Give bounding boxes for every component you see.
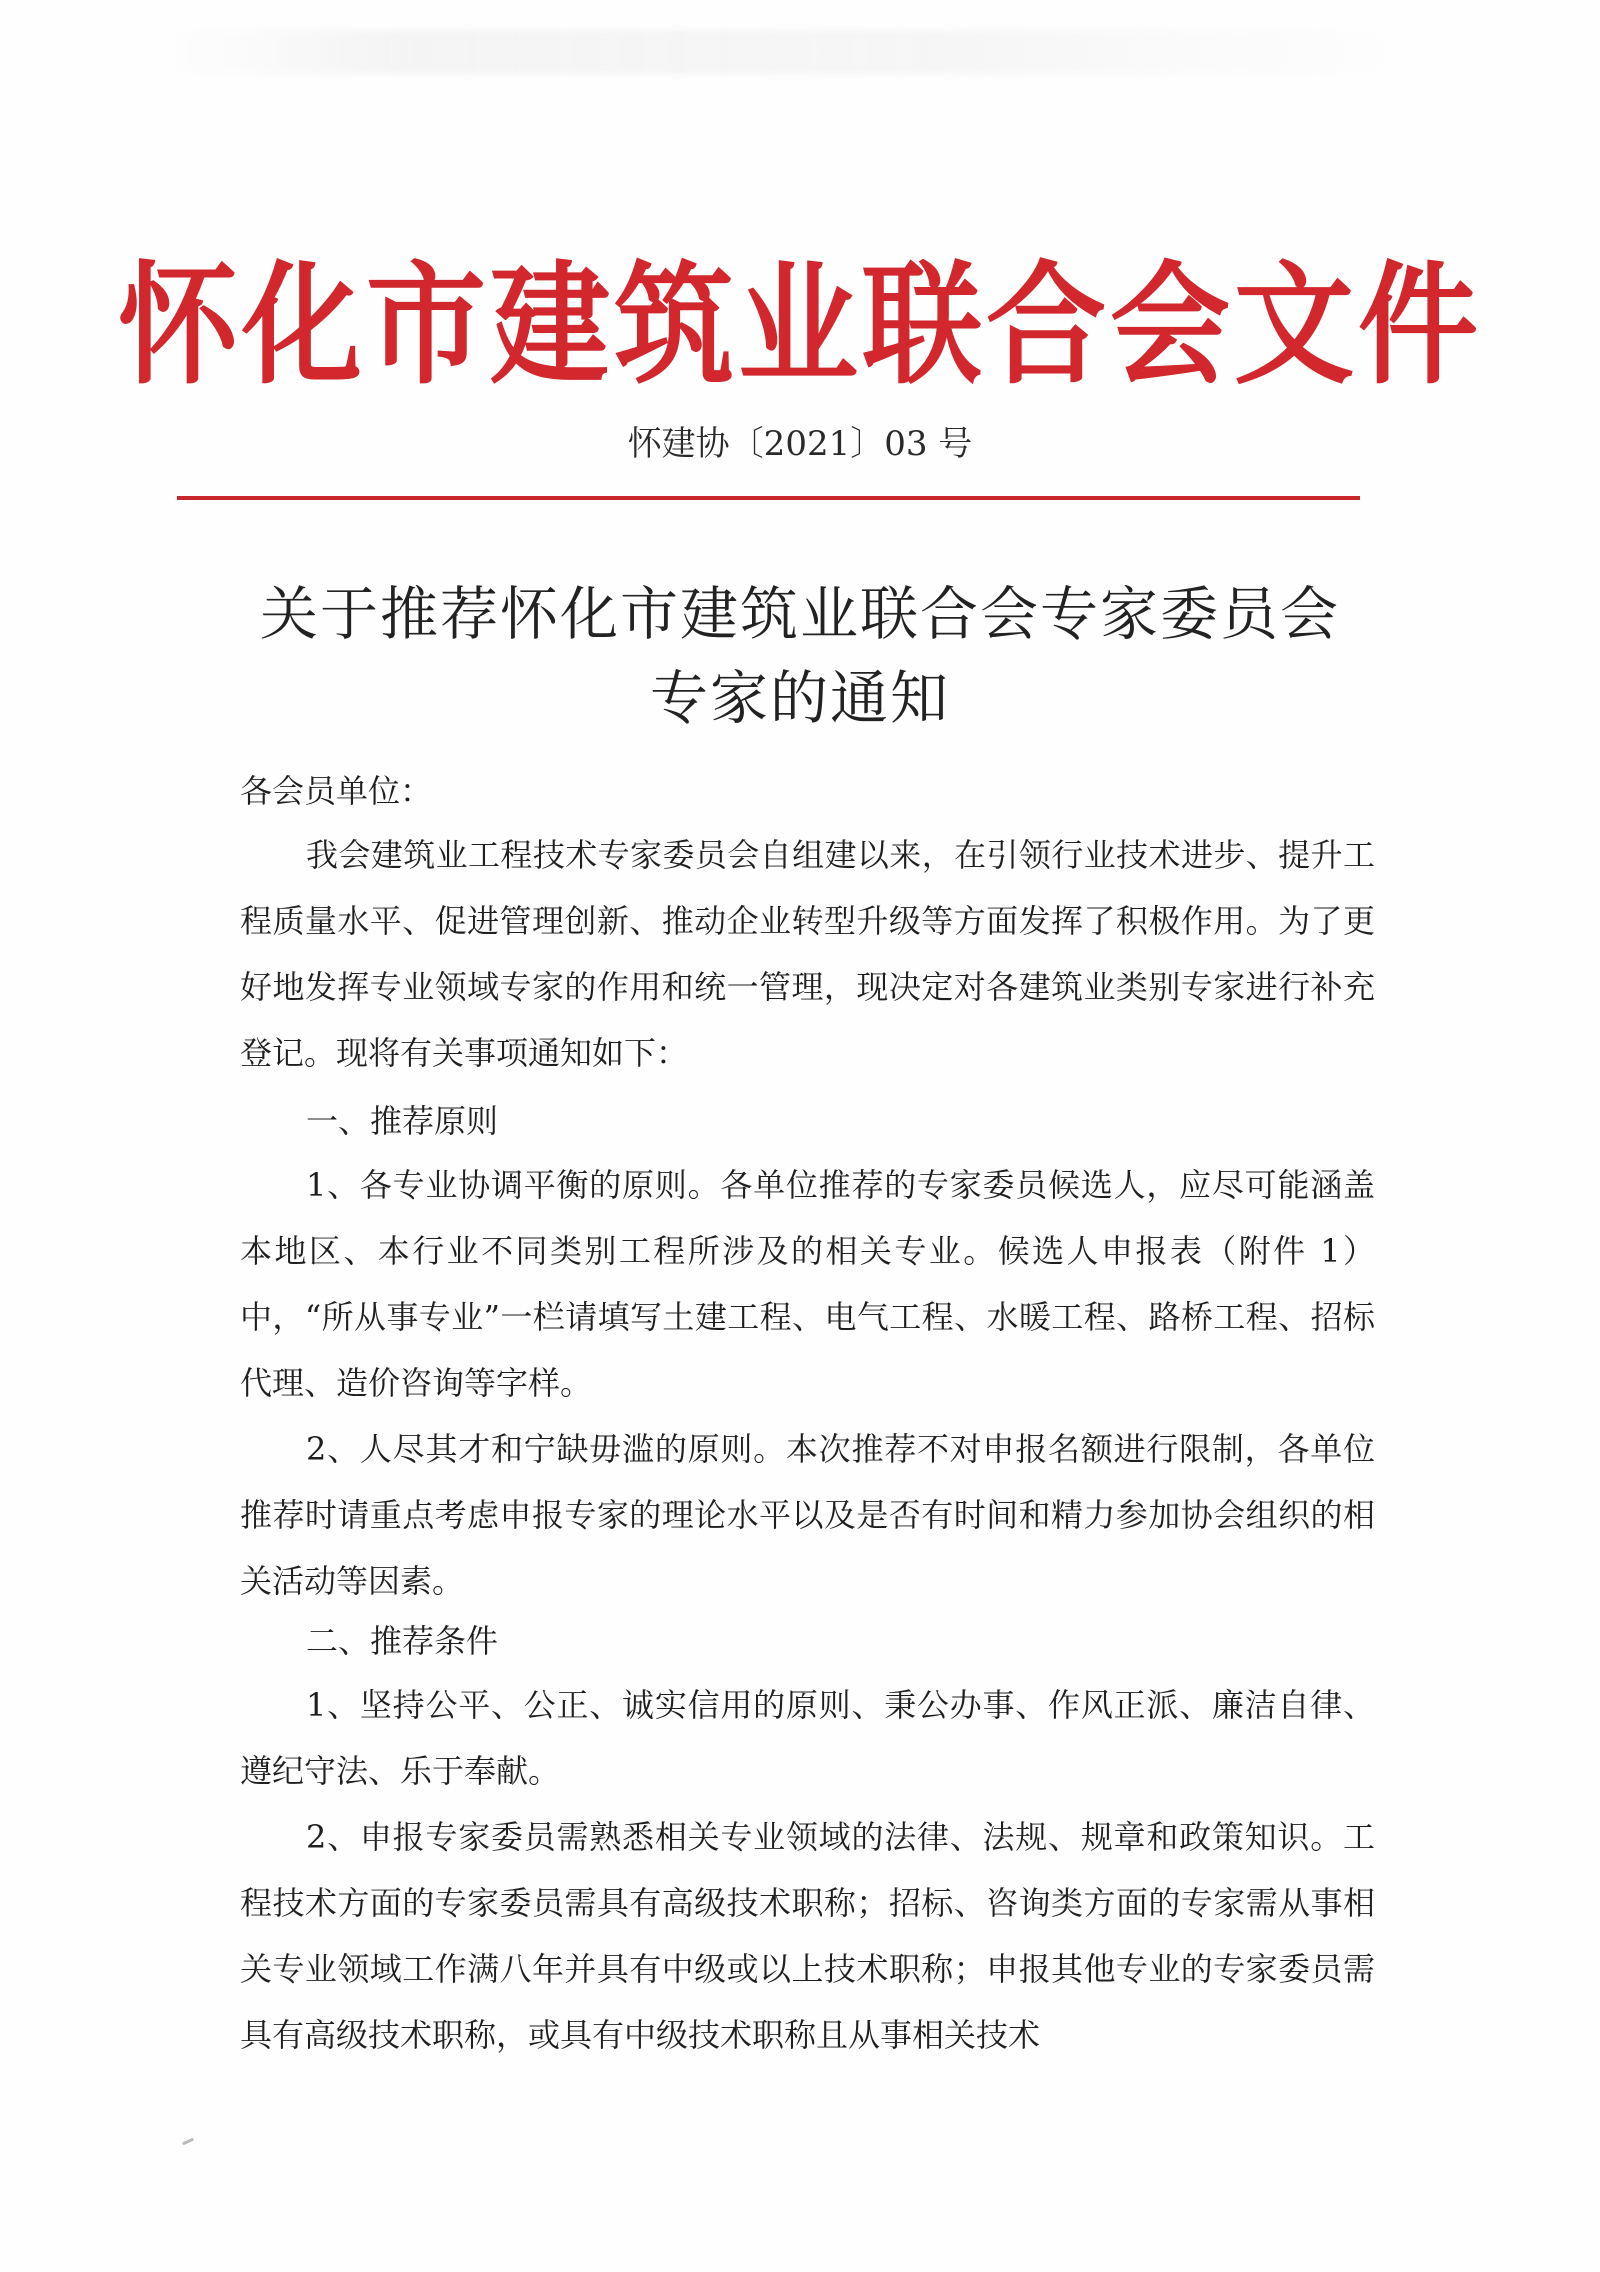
salutation: 各会员单位： xyxy=(240,772,433,810)
condition-item-1-text: 1、坚持公平、公正、诚实信用的原则、秉公办事、作风正派、廉洁自律、遵纪守法、乐于奉献。 xyxy=(240,1686,1375,1790)
section-heading-conditions: 二、推荐条件 xyxy=(306,1622,499,1660)
intro-paragraph xyxy=(240,822,1375,1086)
condition-item-2 xyxy=(240,1804,1375,2068)
intro-text: 我会建筑业工程技术专家委员会自组建以来，在引领行业技术进步、提升工程质量水平、促进管理创新、推动企业转型升级等方面发挥了积极作用。为了更好地发挥专业领域专家的作用和统一管理，现决定对各建筑业类别专家进行补充登记。现将有关事项通知如下： xyxy=(240,836,1375,1072)
condition-item-2-text: 2、申报专家委员需熟悉相关专业领域的法律、法规、规章和政策知识。工程技术方面的专家委员需具有高级技术职称；招标、咨询类方面的专家需从事相关专业领域工作满八年并具有中级或以上技术职称；申报其他专业的专家委员需具有高级技术职称，或具有中级技术职称且从事相关技术 xyxy=(240,1818,1375,2054)
notice-title-line-1: 关于推荐怀化市建筑业联合会专家委员会 xyxy=(259,580,1340,648)
scan-artifact xyxy=(160,30,1420,74)
principle-item-1 xyxy=(240,1152,1375,1416)
principle-item-1-text: 1、各专业协调平衡的原则。各单位推荐的专家委员候选人，应尽可能涵盖本地区、本行业不同类别工程所涉及的相关专业。候选人申报表（附件 1）中，“所从事专业”一栏请填写土建工程、电气工程、水暖工程、路桥工程、招标代理、造价咨询等字样。 xyxy=(240,1166,1375,1402)
condition-item-1 xyxy=(240,1672,1375,1804)
document-number: 怀建协〔2021〕03 号 xyxy=(627,424,973,464)
section-heading-principles: 一、推荐原则 xyxy=(306,1102,499,1140)
masthead-title: 怀化市建筑业联合会文件 xyxy=(118,250,1482,403)
principle-item-2 xyxy=(240,1416,1375,1614)
scan-speck xyxy=(182,2138,194,2146)
red-divider-line xyxy=(177,496,1360,500)
principle-item-2-text: 2、人尽其才和宁缺毋滥的原则。本次推荐不对申报名额进行限制，各单位推荐时请重点考虑申报专家的理论水平以及是否有时间和精力参加协会组织的相关活动等因素。 xyxy=(240,1430,1375,1600)
notice-title-line-2: 专家的通知 xyxy=(649,664,950,732)
